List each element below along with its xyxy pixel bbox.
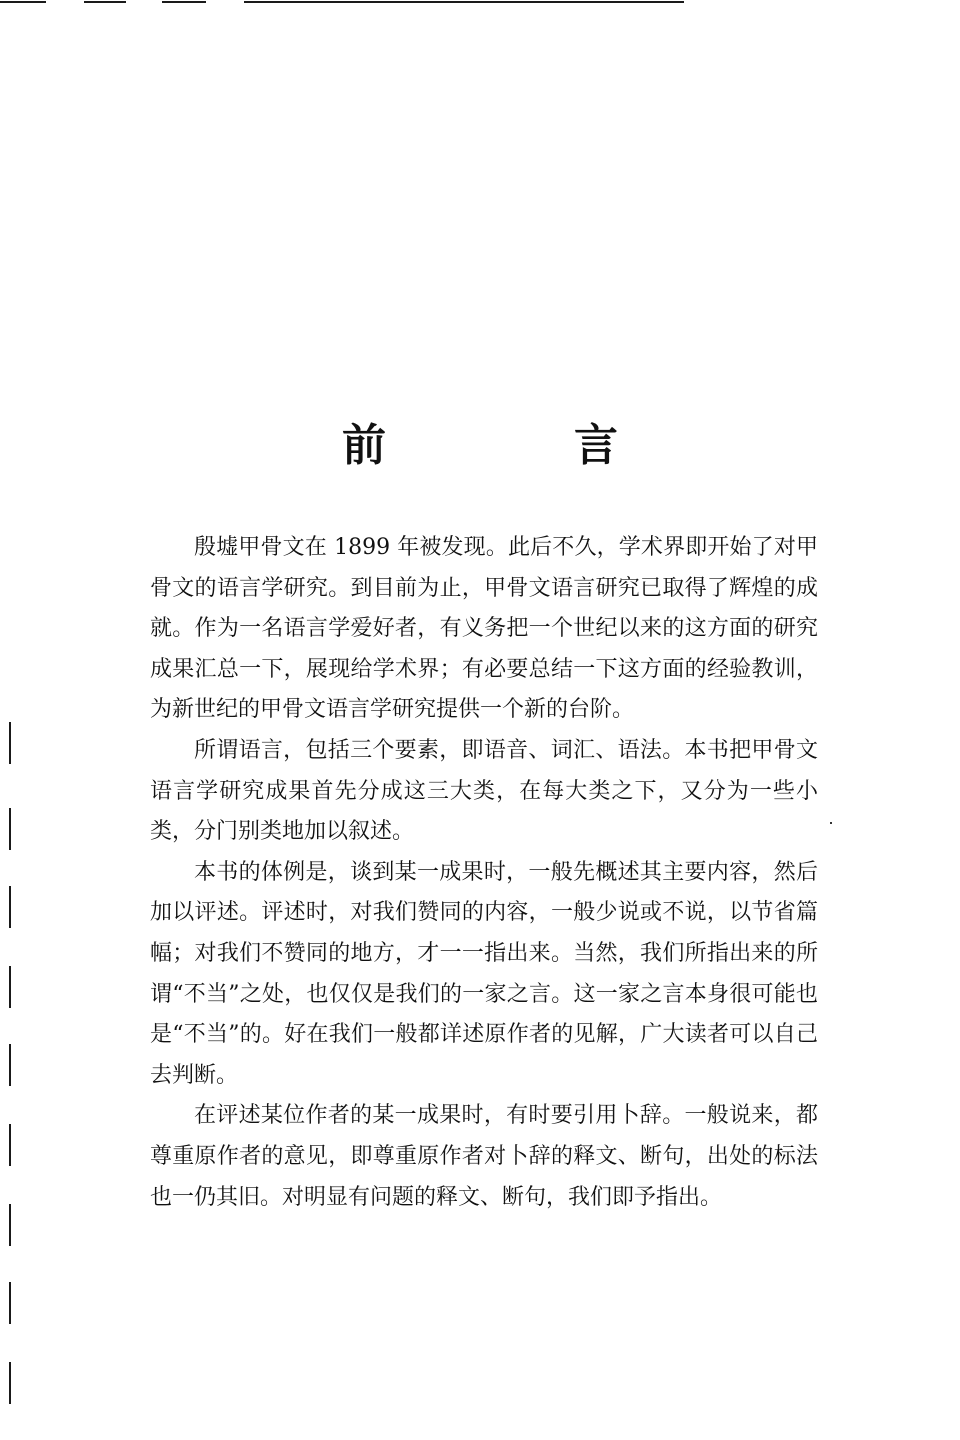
scan-margin-mark: [9, 966, 11, 1008]
preface-body: [150, 528, 818, 1218]
scan-margin-mark: [9, 886, 11, 928]
page-title: 前 言: [342, 420, 690, 471]
scan-margin-mark: [9, 1362, 11, 1404]
scan-margin-mark: [9, 722, 11, 764]
scan-top-rule: [0, 1, 46, 3]
paragraph: 在评述某位作者的某一成果时，有时要引用卜辞。一般说来，都尊重原作者的意见，即尊重原作者对卜辞的释文、断句，出处的标法也一仍其旧。对明显有问题的释文、断句，我们即予指出。: [150, 1103, 818, 1210]
scan-speck: [830, 822, 832, 824]
scan-margin-mark: [9, 1204, 11, 1246]
paragraph: 本书的体例是，谈到某一成果时，一般先概述其主要内容，然后加以评述。评述时，对我们赞同的内容，一般少说或不说，以节省篇幅；对我们不赞同的地方，才一一指出来。当然，我们所指出来的所谓“不当”之处，也仅仅是我们的一家之言。这一家之言本身很可能也是“不当”的。好在我们一般都详述原作者的见解，广大读者可以自己去判断。: [150, 859, 818, 1088]
scan-margin-mark: [9, 1044, 11, 1086]
paragraph: 殷墟甲骨文在 1899 年被发现。此后不久，学术界即开始了对甲骨文的语言学研究。到目前为止，甲骨文语言研究已取得了辉煌的成就。作为一名语言学爱好者，有义务把一个世纪以来的这方面的研究成果汇总一下，展现给学术界；有必要总结一下这方面的经验教训，为新世纪的甲骨文语言学研究提供一个新的台阶。: [150, 535, 818, 723]
paragraph: 所谓语言，包括三个要素，即语音、词汇、语法。本书把甲骨文语言学研究成果首先分成这三大类，在每大类之下，又分为一些小类，分门别类地加以叙述。: [150, 737, 818, 845]
scan-top-rule: [244, 1, 684, 3]
scan-margin-mark: [9, 1282, 11, 1324]
scan-top-rule: [162, 1, 206, 3]
scan-top-rule: [84, 1, 126, 3]
scan-margin-mark: [9, 808, 11, 850]
scan-margin-mark: [9, 1124, 11, 1166]
